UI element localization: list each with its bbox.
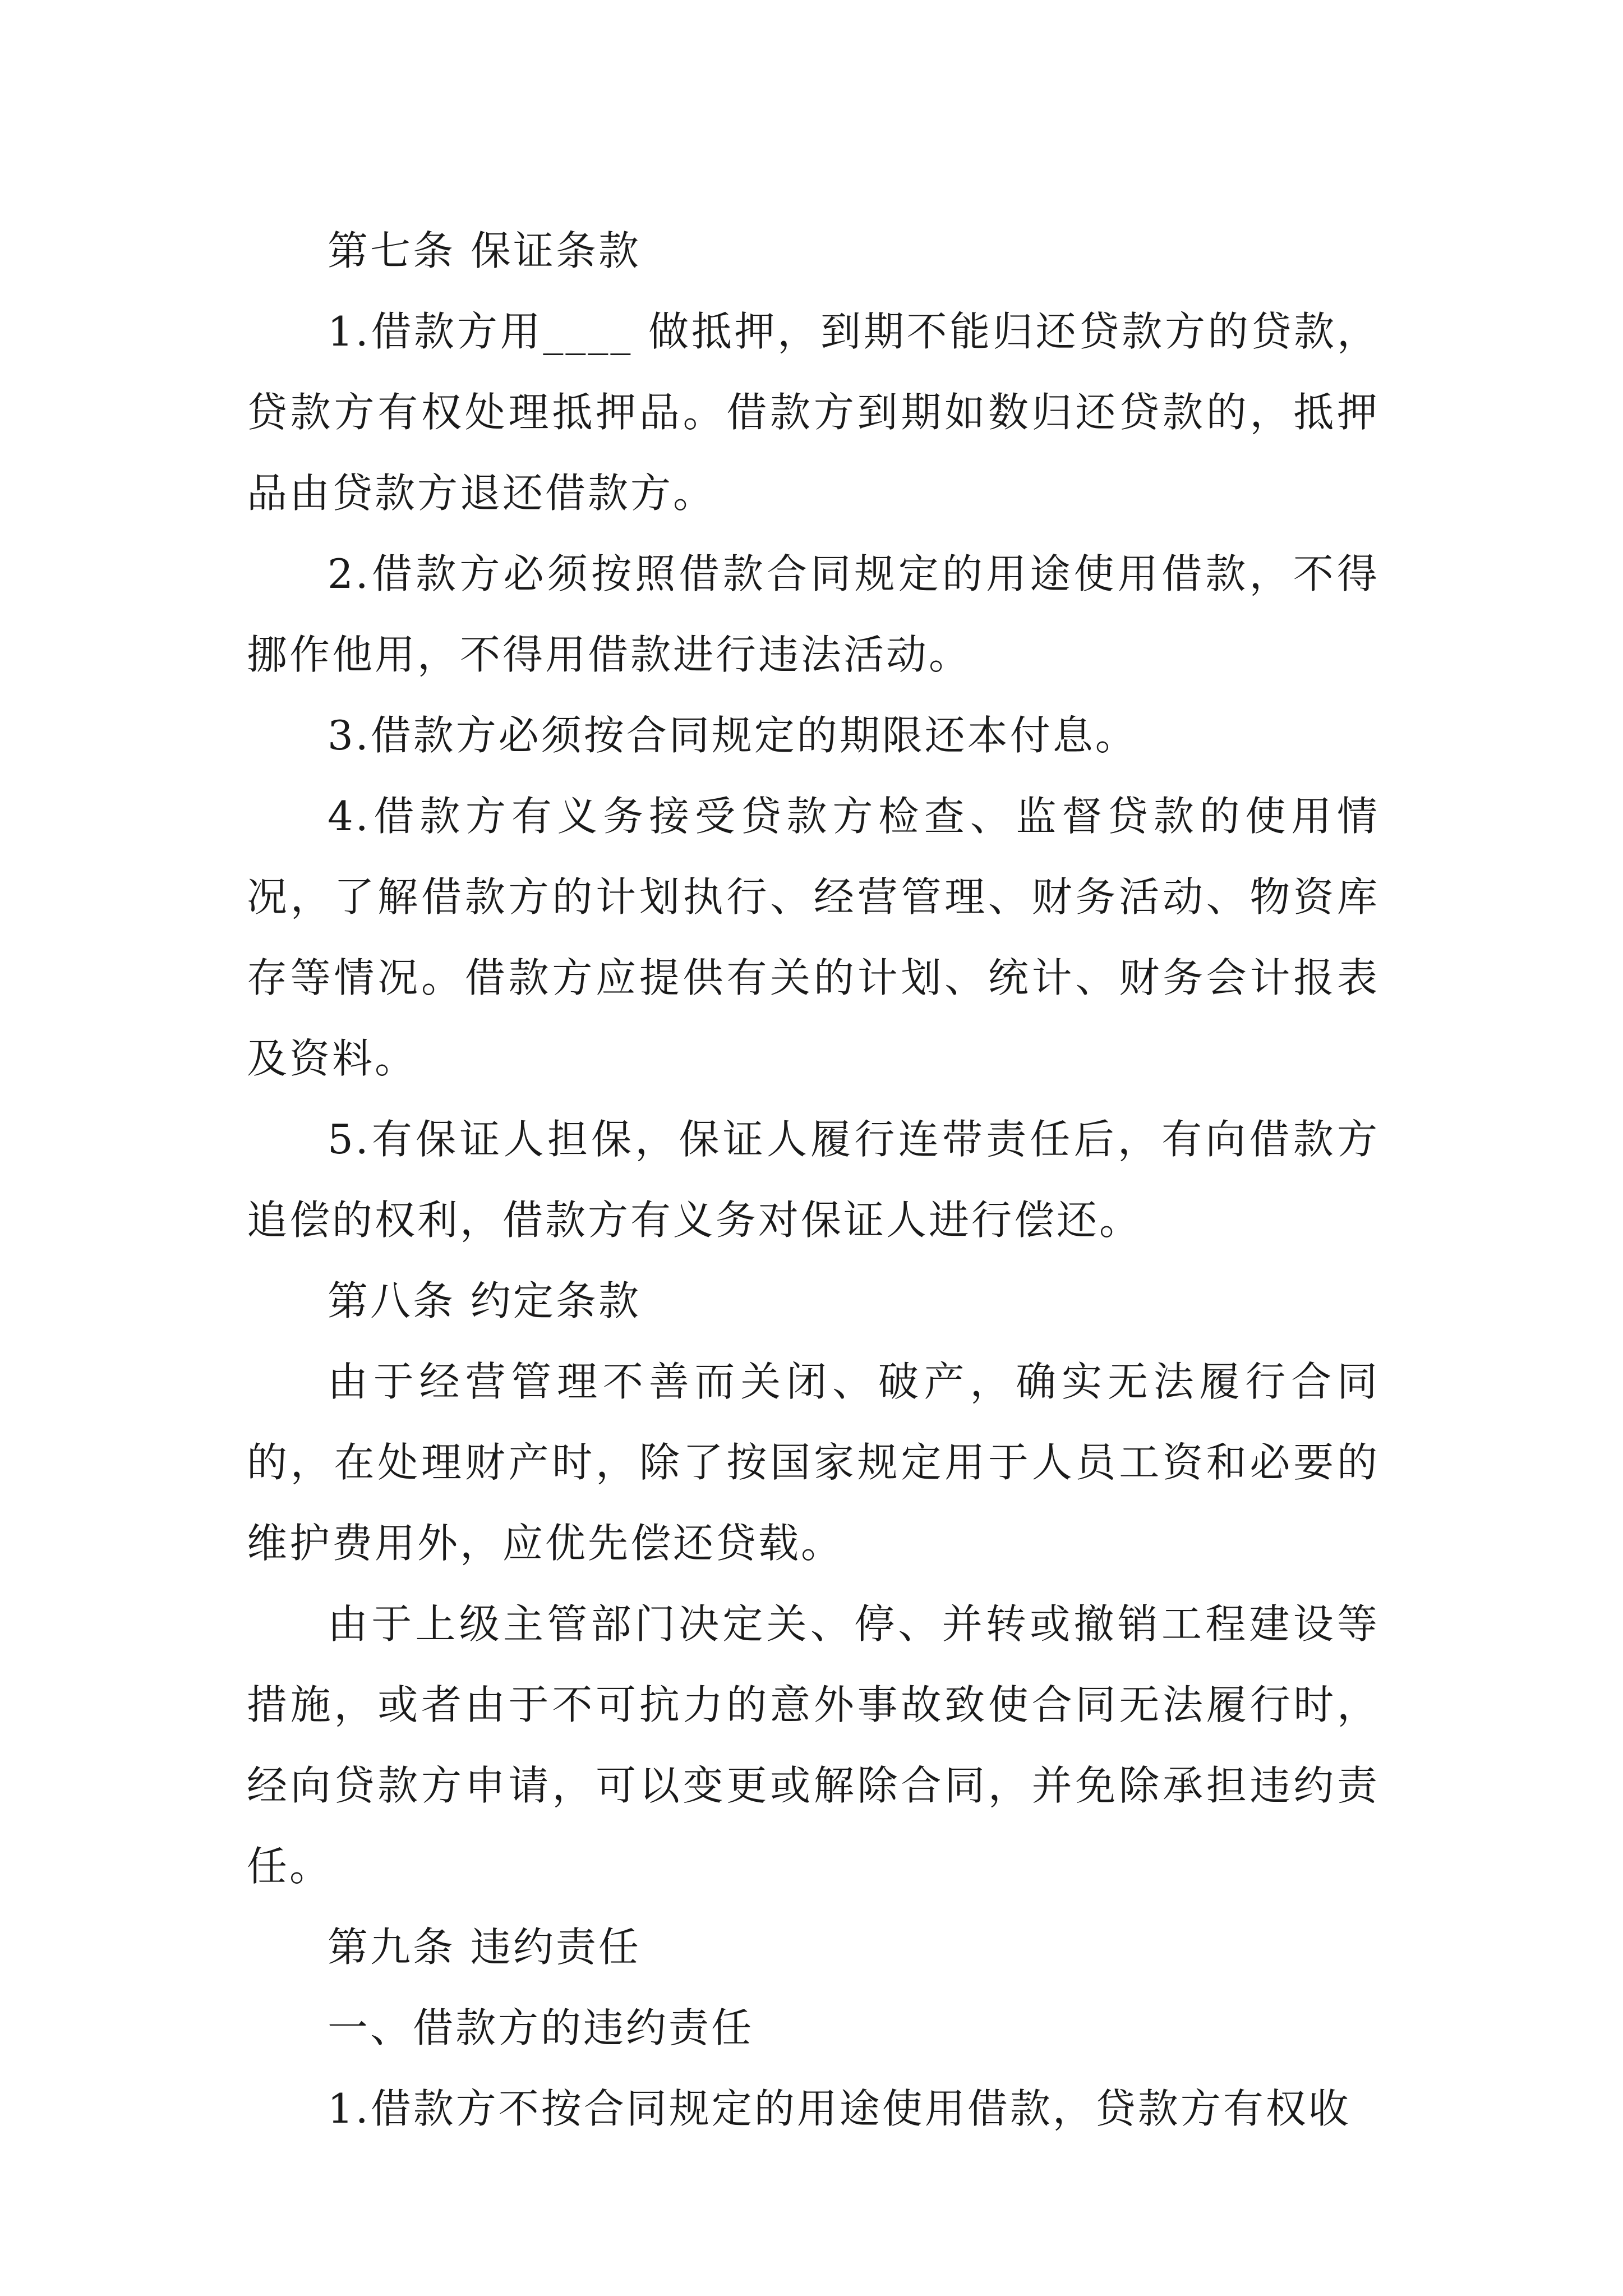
article-8-heading: 第八条 约定条款 xyxy=(328,1277,641,1324)
clause-7-5: 5.有保证人担保，保证人履行连带责任后，有向借款方追偿的权利，借款方有义务对保证人进行偿还。 xyxy=(247,1116,1380,1244)
clause-7-1: 1.借款方用____ 做抵押，到期不能归还贷款方的贷款，贷款方有权处理抵押品。借款方到期如数归还贷款的，抵押品由贷款方退还借款方。 xyxy=(247,308,1380,517)
clause-7-3: 3.借款方必须按合同规定的期限还本付息。 xyxy=(328,712,1138,759)
clause-8-p2: 由于上级主管部门决定关、停、并转或撤销工程建设等措施，或者由于不可抗力的意外事故致使合同无法履行时，经向贷款方申请，可以变更或解除合同，并免除承担违约责任。 xyxy=(247,1600,1380,1890)
clause-7-4: 4.借款方有义务接受贷款方检查、监督贷款的使用情况，了解借款方的计划执行、经营管理、财务活动、物资库存等情况。借款方应提供有关的计划、统计、财务会计报表及资料。 xyxy=(247,793,1380,1082)
document-body xyxy=(247,210,1380,2149)
clause-7-2: 2.借款方必须按照借款合同规定的用途使用借款，不得挪作他用，不得用借款进行违法活动。 xyxy=(247,550,1380,678)
clause-9-1: 1.借款方不按合同规定的用途使用借款，贷款方有权收 xyxy=(328,2085,1351,2132)
article-9-section-1-heading: 一、借款方的违约责任 xyxy=(328,2004,754,2051)
article-7-heading: 第七条 保证条款 xyxy=(328,227,641,274)
clause-8-p1: 由于经营管理不善而关闭、破产，确实无法履行合同的，在处理财产时，除了按国家规定用于人员工资和必要的维护费用外，应优先偿还贷载。 xyxy=(247,1358,1380,1567)
article-9-heading: 第九条 违约责任 xyxy=(328,1924,641,1971)
